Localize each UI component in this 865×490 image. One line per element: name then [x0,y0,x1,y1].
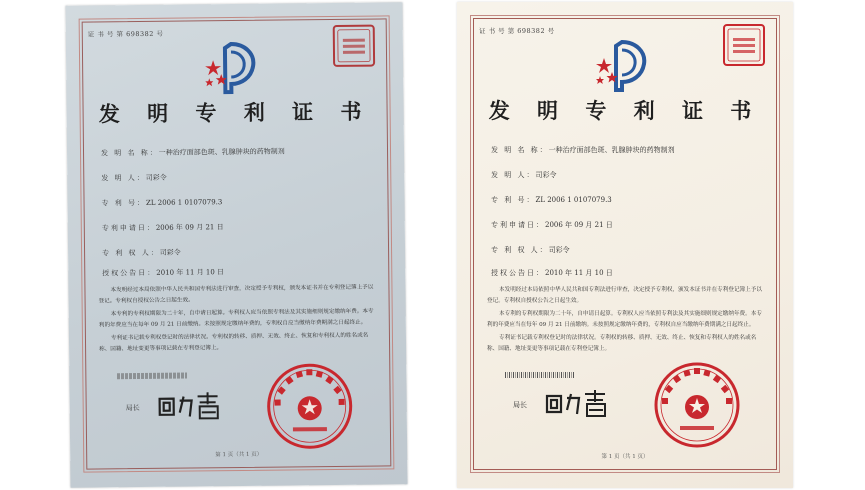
body-paragraph: 本发明经过本局依照中华人民共和国专利法进行审查，决定授予专利权，颁发本证书并在专利登记簿上予以登记。专利权自授权公告之日起生效。 [98,284,374,305]
page-number: 第 1 页（共 1 页） [215,451,263,459]
field-patent-number [102,197,223,208]
official-seal [652,360,742,450]
director-label: 局长 [513,401,527,409]
certificate-body-text [98,283,376,358]
body-paragraph: 本专利的专利权期限为二十年，自申请日起算。专利权人应当依照专利法及其实施细则规定缴纳年费。本专利的年费应当在每年 09 月 21 日前缴纳。未按照规定缴纳年费的，专利权自应当缴纳年费期满之日起终止。 [98,308,374,329]
field-label: 发 明 名 称： [100,148,159,158]
field-value: 司彩令 [145,173,167,182]
field-filing-date [491,220,613,230]
patent-certificate-photocopy [65,2,407,488]
field-label: 授权公告日： [491,269,545,277]
field-label: 专 利 号： [491,196,536,204]
body-paragraph: 专利证书记载专利权登记时的法律状况。专利权的转移、质押、无效、终止、恢复和专利权人的姓名或名称、国籍、地址变更等事项记载在专利登记簿上。 [99,332,369,353]
barcode [117,373,187,380]
certificate-body-text [487,285,763,357]
patent-certificate-original [457,2,793,488]
body-paragraph: 专利证书记载专利权登记时的法律状况。专利权的转移、质押、无效、终止、恢复和专利权人的姓名或名称、国籍、地址变更等事项记载在专利登记簿上。 [487,335,757,352]
field-inventor [101,173,167,184]
field-label: 发 明 人： [101,173,146,183]
certificate-title: 发 明 专 利 证 书 [98,98,372,127]
field-label: 发 明 名 称： [491,146,549,154]
field-inventor [491,170,556,180]
certificate-number: 证 书 号 第 698382 号 [479,27,555,35]
body-paragraph: 本发明经过本局依照中华人民共和国专利法进行审查，决定授予专利权，颁发本证书并在专利登记簿上予以登记。专利权自授权公告之日起生效。 [487,287,762,304]
field-value: 2010 年 11 月 10 日 [156,268,225,277]
field-filing-date [102,222,224,233]
field-invention-name [101,146,285,158]
field-invention-name [491,145,675,155]
field-patentee [102,248,181,259]
field-grant-date [491,268,613,278]
field-value: ZL 2006 1 0107079.3 [145,198,223,207]
director-signature [156,390,228,421]
field-label: 专 利 权 人： [102,248,160,258]
field-patentee [491,245,570,255]
field-value: 2010 年 11 月 10 日 [545,269,613,277]
field-grant-date [102,267,224,278]
director-signature [543,388,615,418]
field-patent-number [491,195,612,205]
field-value: 司彩令 [159,248,181,257]
official-seal [264,361,355,452]
field-label: 专利申请日： [101,223,156,233]
body-paragraph: 本专利的专利权期限为二十年，自申请日起算。专利权人应当依照专利法及其实施细则规定缴纳年费。本专利的年费应当在每年 09 月 21 日前缴纳。未按照规定缴纳年费的，专利权自应当缴纳年费期满之日起终止。 [487,311,762,328]
field-value: 司彩令 [535,171,557,179]
certificate-number: 证 书 号 第 698382 号 [87,29,164,39]
field-value: 2006 年 09 月 21 日 [545,221,613,229]
small-seal-stamp [721,22,767,68]
field-label: 专 利 号： [101,198,147,208]
field-label: 授权公告日： [102,268,157,278]
patent-office-emblem-icon [592,38,656,94]
field-label: 专利申请日： [491,221,545,229]
field-label: 专 利 权 人： [491,246,549,254]
certificate-title: 发 明 专 利 证 书 [488,98,762,123]
patent-office-emblem-icon [201,40,266,97]
field-value: 司彩令 [548,246,570,254]
field-value: 2006 年 09 月 21 日 [155,223,224,232]
director-label: 局长 [125,404,140,413]
field-value: 一种治疗面部色斑、乳腺肿块的药物制剂 [158,147,285,157]
page-number: 第 1 页（共 1 页） [601,454,649,460]
field-label: 发 明 人： [491,171,536,179]
field-value: ZL 2006 1 0107079.3 [535,196,612,204]
field-value: 一种治疗面部色斑、乳腺肿块的药物制剂 [548,146,675,154]
barcode [505,372,575,378]
small-seal-stamp [331,23,377,69]
